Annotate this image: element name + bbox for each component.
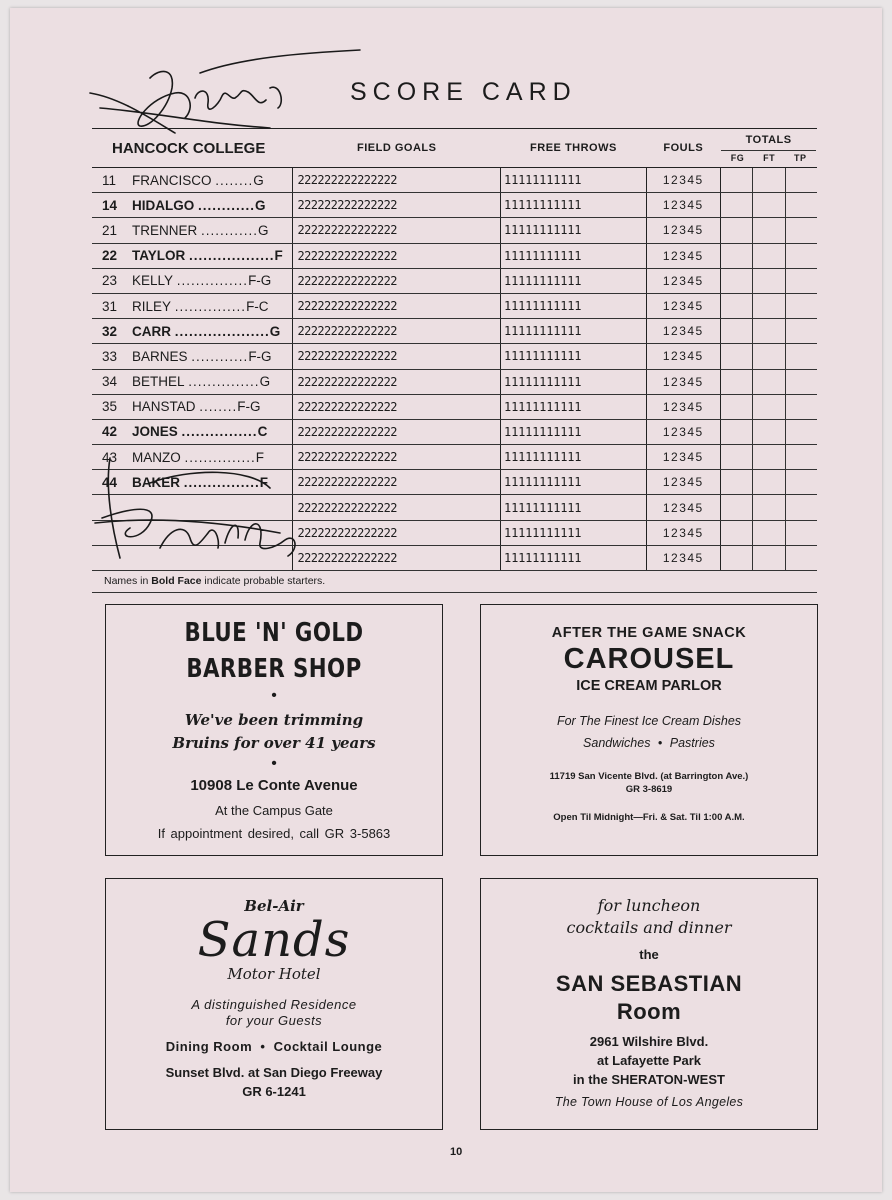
player-number: 34 bbox=[102, 374, 118, 390]
field-goal-marks: 222222222222222 bbox=[293, 545, 501, 570]
leader-dots: ................ bbox=[183, 474, 260, 490]
sands-address: Sunset Blvd. at San Diego Freeway bbox=[165, 1065, 383, 1080]
ft-total-cell bbox=[753, 545, 785, 570]
player-name: RILEY bbox=[132, 298, 172, 314]
player-position: G bbox=[255, 197, 266, 213]
free-throw-marks: 11111111111 bbox=[501, 319, 647, 344]
ft-total-cell bbox=[753, 344, 785, 369]
free-throw-marks: 11111111111 bbox=[501, 344, 647, 369]
foul-marks: 12345 bbox=[646, 470, 720, 495]
footnote-suffix: indicate probable starters. bbox=[204, 575, 326, 587]
table-row bbox=[92, 369, 817, 394]
barber-slogan-1: We've been trimming bbox=[184, 711, 364, 729]
foul-marks: 12345 bbox=[646, 218, 720, 243]
player-cell bbox=[92, 495, 293, 520]
tp-total-cell bbox=[785, 268, 817, 293]
player-name: HIDALGO bbox=[132, 197, 195, 213]
tp-label: TP bbox=[794, 152, 807, 163]
free-throw-marks: 11111111111 bbox=[501, 218, 647, 243]
player-number: 11 bbox=[102, 172, 117, 188]
sands-desc-1: A distinguished Residence bbox=[191, 997, 357, 1012]
team-name: HANCOCK COLLEGE bbox=[92, 129, 293, 168]
sands-motor: Motor Hotel bbox=[227, 965, 321, 983]
player-cell bbox=[92, 293, 293, 318]
foul-marks: 12345 bbox=[646, 243, 720, 268]
ft-total-cell bbox=[753, 293, 785, 318]
fg-total-cell bbox=[720, 293, 752, 318]
carousel-hours: Open Til Midnight—Fri. & Sat. Til 1:00 A.M. bbox=[553, 812, 745, 823]
page-title: SCORE CARD bbox=[350, 78, 577, 106]
barber-address: 10908 Le Conte Avenue bbox=[190, 777, 358, 794]
player-position: G bbox=[269, 323, 281, 339]
fg-total-cell bbox=[720, 218, 752, 243]
bullet-icon: • bbox=[271, 755, 277, 772]
player-cell bbox=[92, 445, 293, 470]
carousel-phone: GR 3-8619 bbox=[625, 784, 673, 795]
player-position: F bbox=[255, 449, 265, 465]
player-cell bbox=[92, 344, 293, 369]
player-name: BAKER bbox=[132, 474, 181, 490]
foul-marks: 12345 bbox=[646, 344, 720, 369]
san-sebastian-ad bbox=[480, 878, 818, 1130]
free-throw-marks: 11111111111 bbox=[501, 268, 647, 293]
barber-slogan-2: Bruins for over 41 years bbox=[172, 734, 376, 752]
table-row bbox=[92, 293, 817, 318]
sansebastian-the: the bbox=[639, 947, 659, 962]
fg-total-cell bbox=[720, 520, 752, 545]
sands-phone: GR 6-1241 bbox=[242, 1084, 306, 1099]
free-throw-marks: 11111111111 bbox=[501, 495, 647, 520]
free-throw-marks: 11111111111 bbox=[501, 293, 647, 318]
tp-total-cell bbox=[785, 520, 817, 545]
foul-marks: 12345 bbox=[646, 545, 720, 570]
foul-marks: 12345 bbox=[646, 319, 720, 344]
free-throw-marks: 11111111111 bbox=[501, 168, 647, 193]
free-throw-marks: 11111111111 bbox=[501, 445, 647, 470]
player-cell bbox=[92, 419, 293, 444]
tp-total-cell bbox=[785, 168, 817, 193]
ft-total-cell bbox=[753, 319, 785, 344]
ft-total-cell bbox=[753, 520, 785, 545]
leader-dots: ............... bbox=[188, 374, 260, 390]
field-goal-marks: 222222222222222 bbox=[293, 193, 501, 218]
player-number: 22 bbox=[102, 248, 118, 264]
field-goal-marks: 222222222222222 bbox=[293, 168, 501, 193]
field-goal-marks: 222222222222222 bbox=[293, 293, 501, 318]
leader-dots: ............ bbox=[198, 197, 256, 213]
player-cell bbox=[92, 520, 293, 545]
tp-total-cell bbox=[785, 445, 817, 470]
leader-dots: ........ bbox=[215, 172, 254, 188]
field-goal-marks: 222222222222222 bbox=[293, 218, 501, 243]
carousel-line-1: For The Finest Ice Cream Dishes bbox=[556, 714, 742, 728]
ft-total-cell bbox=[753, 394, 785, 419]
field-goal-marks: 222222222222222 bbox=[293, 369, 501, 394]
carousel-name: CAROUSEL bbox=[563, 643, 735, 675]
sansebastian-tagline: The Town House of Los Angeles bbox=[554, 1095, 744, 1109]
player-number: 14 bbox=[102, 197, 118, 213]
sansebastian-addr-2: at Lafayette Park bbox=[596, 1053, 702, 1068]
field-goal-marks: 222222222222222 bbox=[293, 344, 501, 369]
field-goal-marks: 222222222222222 bbox=[293, 243, 501, 268]
table-row bbox=[92, 218, 817, 243]
player-number: 32 bbox=[102, 323, 118, 339]
player-number: 42 bbox=[102, 424, 118, 440]
ft-total-cell bbox=[753, 470, 785, 495]
foul-marks: 12345 bbox=[646, 445, 720, 470]
player-cell bbox=[92, 470, 293, 495]
free-throw-marks: 11111111111 bbox=[501, 369, 647, 394]
barber-shop-ad bbox=[105, 604, 443, 856]
leader-dots: .................... bbox=[174, 323, 270, 339]
player-position: G bbox=[259, 374, 271, 390]
sands-desc-2: for your Guests bbox=[225, 1013, 323, 1028]
player-position: F-G bbox=[248, 273, 272, 289]
player-cell bbox=[92, 369, 293, 394]
foul-marks: 12345 bbox=[646, 193, 720, 218]
player-position: F-G bbox=[248, 348, 272, 364]
sansebastian-addr-3: in the SHERATON-WEST bbox=[573, 1072, 725, 1087]
field-goal-marks: 222222222222222 bbox=[293, 268, 501, 293]
fg-total-cell bbox=[720, 319, 752, 344]
sands-amenities: Dining Room • Cocktail Lounge bbox=[165, 1039, 383, 1054]
field-goal-marks: 222222222222222 bbox=[293, 319, 501, 344]
fg-total-cell bbox=[720, 545, 752, 570]
leader-dots: ............... bbox=[176, 273, 249, 289]
free-throw-marks: 11111111111 bbox=[501, 470, 647, 495]
free-throws-header: FREE THROWS bbox=[501, 129, 647, 168]
player-name: TAYLOR bbox=[132, 248, 186, 264]
leader-dots: ................ bbox=[181, 424, 258, 440]
fg-total-cell bbox=[720, 344, 752, 369]
totals-subheader bbox=[721, 150, 816, 163]
sansebastian-addr-1: 2961 Wilshire Blvd. bbox=[589, 1034, 709, 1049]
player-position: F-C bbox=[246, 298, 269, 314]
barber-location: At the Campus Gate bbox=[215, 803, 333, 818]
sands-name: Sands bbox=[197, 912, 351, 968]
ft-total-cell bbox=[753, 369, 785, 394]
score-table bbox=[92, 128, 817, 571]
table-row bbox=[92, 545, 817, 570]
free-throw-marks: 11111111111 bbox=[501, 520, 647, 545]
player-name: MANZO bbox=[132, 449, 181, 465]
sansebastian-name-1: SAN SEBASTIAN bbox=[555, 971, 743, 996]
player-cell bbox=[92, 319, 293, 344]
field-goals-header: FIELD GOALS bbox=[293, 129, 501, 168]
player-name: HANSTAD bbox=[132, 399, 196, 415]
table-row bbox=[92, 344, 817, 369]
player-name: CARR bbox=[132, 323, 171, 339]
ft-total-cell bbox=[753, 268, 785, 293]
barber-title-1: BLUE 'N' GOLD bbox=[184, 618, 364, 648]
ft-total-cell bbox=[753, 243, 785, 268]
leader-dots: ............... bbox=[174, 298, 247, 314]
foul-marks: 12345 bbox=[646, 168, 720, 193]
player-position: F-G bbox=[237, 399, 261, 415]
field-goal-marks: 222222222222222 bbox=[293, 495, 501, 520]
fouls-header: FOULS bbox=[646, 129, 720, 168]
page-number: 10 bbox=[450, 1146, 463, 1158]
foul-marks: 12345 bbox=[646, 495, 720, 520]
table-row bbox=[92, 394, 817, 419]
field-goal-marks: 222222222222222 bbox=[293, 470, 501, 495]
player-cell bbox=[92, 218, 293, 243]
fg-total-cell bbox=[720, 268, 752, 293]
free-throw-marks: 11111111111 bbox=[501, 419, 647, 444]
field-goal-marks: 222222222222222 bbox=[293, 419, 501, 444]
carousel-sub: ICE CREAM PARLOR bbox=[576, 678, 722, 694]
field-goal-marks: 222222222222222 bbox=[293, 520, 501, 545]
leader-dots: ............ bbox=[201, 222, 259, 238]
player-name: FRANCISCO bbox=[132, 172, 212, 188]
sands-belair: Bel-Air bbox=[244, 897, 304, 915]
barber-phone: If appointment desired, call GR 3-5863 bbox=[157, 826, 391, 841]
table-row bbox=[92, 319, 817, 344]
tp-total-cell bbox=[785, 545, 817, 570]
starters-footnote bbox=[104, 575, 325, 587]
foul-marks: 12345 bbox=[646, 394, 720, 419]
table-row bbox=[92, 520, 817, 545]
table-row bbox=[92, 419, 817, 444]
tp-total-cell bbox=[785, 495, 817, 520]
footnote-bold: Bold Face bbox=[151, 575, 202, 587]
table-row bbox=[92, 243, 817, 268]
ft-total-cell bbox=[753, 445, 785, 470]
player-position: F bbox=[274, 248, 283, 264]
divider bbox=[92, 592, 817, 593]
player-position: G bbox=[253, 172, 264, 188]
player-name: JONES bbox=[132, 424, 178, 440]
fg-label: FG bbox=[730, 152, 745, 163]
tp-total-cell bbox=[785, 470, 817, 495]
sands-hotel-ad bbox=[105, 878, 443, 1130]
free-throw-marks: 11111111111 bbox=[501, 193, 647, 218]
player-name: BETHEL bbox=[132, 374, 185, 390]
ft-total-cell bbox=[753, 419, 785, 444]
score-table-body bbox=[92, 168, 817, 571]
player-number: 43 bbox=[102, 449, 118, 465]
player-cell bbox=[92, 168, 293, 193]
barber-title-2: BARBER SHOP bbox=[186, 654, 362, 684]
free-throw-marks: 11111111111 bbox=[501, 243, 647, 268]
player-cell bbox=[92, 394, 293, 419]
fg-total-cell bbox=[720, 419, 752, 444]
foul-marks: 12345 bbox=[646, 268, 720, 293]
sansebastian-line-2: cocktails and dinner bbox=[566, 918, 732, 937]
field-goal-marks: 222222222222222 bbox=[293, 394, 501, 419]
leader-dots: ........ bbox=[199, 399, 238, 415]
free-throw-marks: 11111111111 bbox=[501, 394, 647, 419]
fg-total-cell bbox=[720, 193, 752, 218]
fg-total-cell bbox=[720, 369, 752, 394]
tp-total-cell bbox=[785, 243, 817, 268]
ft-total-cell bbox=[753, 193, 785, 218]
table-row bbox=[92, 495, 817, 520]
player-cell bbox=[92, 243, 293, 268]
player-number: 21 bbox=[102, 222, 118, 238]
ft-total-cell bbox=[753, 495, 785, 520]
foul-marks: 12345 bbox=[646, 520, 720, 545]
table-row bbox=[92, 445, 817, 470]
table-row bbox=[92, 168, 817, 193]
player-position: G bbox=[258, 222, 269, 238]
tp-total-cell bbox=[785, 369, 817, 394]
leader-dots: .................. bbox=[189, 248, 275, 264]
leader-dots: ............... bbox=[184, 449, 256, 465]
foul-marks: 12345 bbox=[646, 419, 720, 444]
ft-label: FT bbox=[763, 152, 776, 163]
score-table-header bbox=[92, 129, 817, 168]
fg-total-cell bbox=[720, 470, 752, 495]
tp-total-cell bbox=[785, 218, 817, 243]
tp-total-cell bbox=[785, 419, 817, 444]
player-position: F bbox=[259, 474, 269, 490]
fg-total-cell bbox=[720, 394, 752, 419]
player-number: 33 bbox=[102, 348, 118, 364]
foul-marks: 12345 bbox=[646, 369, 720, 394]
player-name: BARNES bbox=[132, 348, 188, 364]
carousel-ad bbox=[480, 604, 818, 856]
tp-total-cell bbox=[785, 344, 817, 369]
field-goal-marks: 222222222222222 bbox=[293, 445, 501, 470]
carousel-line-2: Sandwiches • Pastries bbox=[583, 736, 715, 750]
fg-total-cell bbox=[720, 243, 752, 268]
carousel-top: AFTER THE GAME SNACK bbox=[551, 625, 747, 641]
player-position: C bbox=[257, 424, 268, 440]
leader-dots: ............ bbox=[191, 348, 249, 364]
fg-total-cell bbox=[720, 495, 752, 520]
table-row bbox=[92, 470, 817, 495]
foul-marks: 12345 bbox=[646, 293, 720, 318]
tp-total-cell bbox=[785, 193, 817, 218]
player-number: 35 bbox=[102, 399, 118, 415]
carousel-address: 11719 San Vicente Blvd. (at Barrington Ave.) bbox=[549, 771, 749, 782]
footnote-prefix: Names in bbox=[104, 575, 149, 587]
tp-total-cell bbox=[785, 319, 817, 344]
sansebastian-name-2: Room bbox=[616, 999, 682, 1024]
player-cell bbox=[92, 545, 293, 570]
tp-total-cell bbox=[785, 394, 817, 419]
free-throw-marks: 11111111111 bbox=[501, 545, 647, 570]
player-name: TRENNER bbox=[132, 222, 198, 238]
table-row bbox=[92, 193, 817, 218]
ft-total-cell bbox=[753, 168, 785, 193]
totals-label: TOTALS bbox=[745, 133, 792, 146]
bullet-icon: • bbox=[271, 687, 277, 704]
fg-total-cell bbox=[720, 445, 752, 470]
player-number: 44 bbox=[102, 474, 118, 490]
totals-header bbox=[720, 129, 817, 168]
program-page bbox=[10, 8, 882, 1192]
sansebastian-line-1: for luncheon bbox=[597, 896, 701, 915]
player-name: KELLY bbox=[132, 273, 174, 289]
ft-total-cell bbox=[753, 218, 785, 243]
player-number: 31 bbox=[102, 298, 118, 314]
player-cell bbox=[92, 193, 293, 218]
tp-total-cell bbox=[785, 293, 817, 318]
table-row bbox=[92, 268, 817, 293]
player-cell bbox=[92, 268, 293, 293]
fg-total-cell bbox=[720, 168, 752, 193]
player-number: 23 bbox=[102, 273, 118, 289]
